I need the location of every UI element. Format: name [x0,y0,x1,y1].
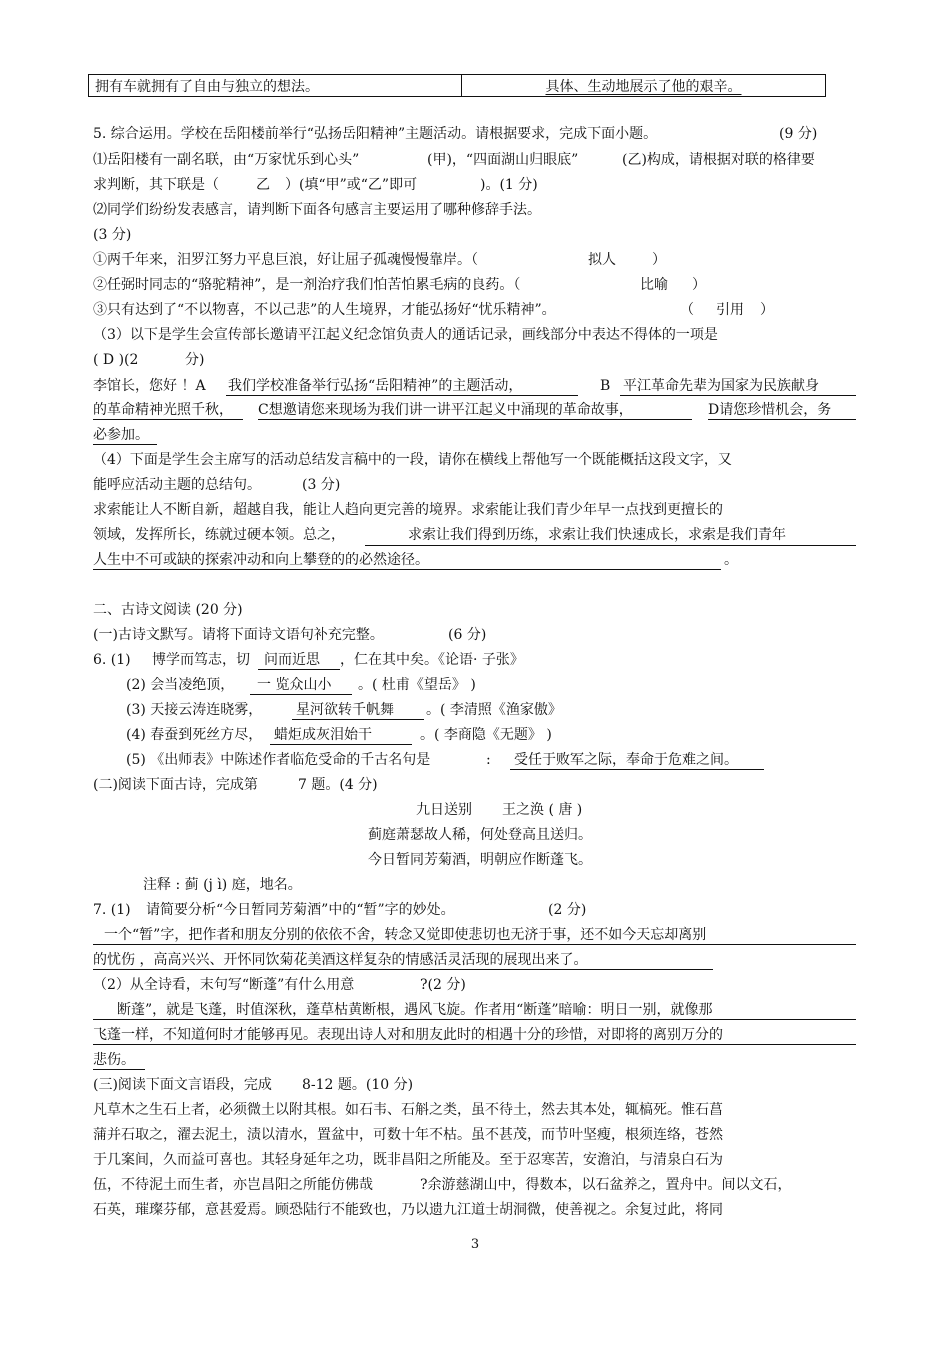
bracket: ） [760,302,774,318]
q5-header: 5. 综合运用。学校在岳阳楼前举行“弘扬岳阳精神”主题活动。请根据要求，完成下面小题。 [93,126,658,142]
underline [93,419,243,420]
q5-p1-text: 求判断，其下联是（ [93,177,219,193]
underline [93,1069,145,1070]
call-text-underlined: 的革命精神光照千秋， [93,402,233,418]
underline [510,769,764,770]
q5-p4-text: （4）下面是学生会主席写的活动总结发言稿中的一段，请你在横线上帮他写一个既能概括这段文字，又 [93,452,732,468]
call-text-underlined: 我们学校准备举行弘扬“岳阳精神”的主题活动， [228,378,523,394]
underline [292,719,424,720]
answer-table [88,74,826,97]
q6-number: 6. (1) [93,652,131,668]
call-text-underlined: D请您珍惜机会，务 [708,402,832,418]
q5-p4-text: 能呼应活动主题的总结句。 [93,477,261,493]
sentence-2-answer: 比喻 [640,277,668,293]
underline [93,1044,856,1045]
underline [620,395,856,396]
bracket: ） [692,277,706,293]
q7-score: (2 分) [548,902,587,918]
call-text: 李馆长，您好 ！A [93,378,206,394]
poem-title: 九日送别 [416,802,472,818]
q6-text: 。( 李商隐《无题》 ) [420,727,552,743]
q6-text: 。( 杜甫《望岳》 ) [358,677,476,693]
poem-note: 注释 : 蓟 (j ì) 庭，地名。 [143,877,302,893]
underline [93,1019,856,1020]
subsection-title: 7 题。(4 分) [298,777,378,793]
subsection-title: (一)古诗文默写。请将下面诗文语句补充完整。 [93,627,384,643]
q5-p3-answer: ( D )(2 [93,352,139,368]
underline [258,419,692,420]
table-row [89,75,826,97]
q5-p2-score: (3 分) [93,227,132,243]
underline [365,545,856,546]
underline [258,669,340,670]
bracket: ） [652,252,666,268]
q5-p2-text: ⑵同学们纷纷发表感言，请判断下面各句感言主要运用了哪种修辞手法。 [93,202,541,218]
q6-text: 博学而笃志，切 [152,652,250,668]
q6-text: (4) 春蚕到死丝方尽， [126,727,263,743]
q7-answer: 悲伤。 [93,1052,135,1068]
poem-line: 今日暂同芳菊酒，明朝应作断蓬飞。 [368,852,592,868]
answer-text: 具体、生动地展示了他的艰辛。 [545,78,742,95]
subsection-title: (二)阅读下面古诗，完成第 [93,777,258,793]
q5-p1-text: )。(1 分) [480,177,538,193]
subsection-title: (三)阅读下面文言语段，完成 [93,1077,272,1093]
q7-number: 7. (1) [93,902,131,918]
q5-score: (9 分) [779,126,818,142]
classical-text: 伍，不待泥土而生者，亦岂昌阳之所能仿佛哉 [93,1177,373,1193]
q6-answer: 受任于败军之际，奉命于危难之间。 [514,752,738,768]
q6-text: (3) 天接云涛连晓雾， [126,702,263,718]
underline [93,969,713,970]
q5-p1-answer: 乙 [256,177,270,193]
period: 。 [724,552,738,568]
q7-answer: 一个“暂”字，把作者和朋友分别的依依不舍，转念又觉即使悲切也无济于事，还不如今天忘却离别 [104,927,707,943]
q5-p1-text: ）(填“甲”或“乙”即可 [285,177,418,193]
underline [708,419,856,420]
call-text: B [600,378,611,394]
q7-answer: 飞蓬一样，不知道何时才能够再见。表现出诗人对和朋友此时的相遇十分的珍惜，对即将的离别万分的 [93,1027,723,1043]
q5-p1-text: (甲)，“四面湖山归眼底” [427,152,579,168]
q7-text: （2）从全诗看，末句写“断蓬”有什么用意 [93,977,355,993]
call-text-underlined: C想邀请您来现场为我们讲一讲平江起义中涌现的革命故事， [258,402,633,418]
sentence-1: ①两千年来，汨罗江努力平息巨浪，好让屈子孤魂慢慢靠岸。（ [93,252,478,268]
page-number: 3 [470,1237,480,1252]
underline [93,569,721,570]
underline [250,694,352,695]
bracket: （ [680,302,694,318]
paragraph-text: 领域，发挥所长，练就过硬本领。总之， [93,527,345,543]
q5-p3-score: 分) [185,352,205,368]
underline [226,395,578,396]
q7-answer: 断蓬”，就是飞蓬，时值深秋，蓬草枯黄断根，遇风飞旋。作者用“断蓬”暗喻：明日一别，就像那 [117,1002,713,1018]
sentence-3: ③只有达到了“不以物喜，不以己悲”的人生境界，才能弘扬好“忧乐精神”。 [93,302,556,318]
underline [93,444,157,445]
classical-text: 石英，璀璨芬郁，意甚爱焉。顾恐陆行不能致也，乃以遗九江道士胡洞微，使善视之。余复过此，将同 [93,1202,723,1218]
poem-line: 蓟庭萧瑟故人稀，何处登高且送归。 [368,827,592,843]
q6-answer: 一 览众山小 [257,677,332,693]
summary-answer: 人生中不可或缺的探索冲动和向上攀登的的必然途径。 [93,552,429,568]
sentence-1-answer: 拟人 [588,252,616,268]
classical-text: 蒲并石取之，濯去泥土，渍以清水，置盆中，可数十年不枯。虽不甚茂，而节叶坚瘦，根须连络，苍然 [93,1127,723,1143]
classical-text: 于几案间，久而益可喜也。其轻身延年之功，既非昌阳之所能及。至于忍寒苦，安澹泊，与清泉白石为 [93,1152,723,1168]
section-title: 二、古诗文阅读 (20 分) [93,602,243,618]
table-cell-right [462,75,826,97]
table-cell-left: 拥有车就拥有了自由与独立的想法。 [89,75,462,97]
q7-answer: 的忧伤 ，高高兴兴、开怀同饮菊花美酒这样复杂的情感活灵活现的展现出来了。 [93,952,588,968]
call-text-underlined: 平江革命先辈为国家为民族献身 [623,378,819,394]
q6-answer: 星河欲转千帆舞 [296,702,394,718]
q7-text: 请简要分析“今日暂同芳菊酒”中的“暂”字的妙处。 [146,902,455,918]
q5-p3-text: （3）以下是学生会宣传部长邀请平江起义纪念馆负责人的通话记录，画线部分中表达不得体的一项是 [93,327,718,343]
sentence-3-answer: 引用 [716,302,744,318]
q6-answer: 问而近思 [264,652,320,668]
sentence-2: ②任弼时同志的“骆驼精神”，是一剂治疗我们怕苦怕累毛病的良药。（ [93,277,521,293]
summary-answer: 求索让我们得到历练，求索让我们快速成长，求索是我们青年 [408,527,786,543]
q7-score: ?(2 分) [420,977,466,993]
poem-author: 王之涣 ( 唐 ) [502,802,583,818]
q6-text: : [486,752,491,768]
classical-text: 凡草木之生石上者，必须微土以附其根。如石韦、石斛之类，虽不待土，然去其本处，辄槁死。惟石菖 [93,1102,723,1118]
q6-text: (5) 《出师表》中陈述作者临危受命的千古名句是 [126,752,431,768]
subsection-title: 8-12 题。(10 分) [302,1077,414,1093]
paragraph-text: 求索能让人不断自新，超越自我，能让人趋向更完善的境界。求索能让我们青少年早一点找到更擅长的 [93,502,723,518]
call-text-underlined: 必参加。 [93,427,149,443]
q6-answer: 蜡炬成灰泪始干 [274,727,372,743]
underline [93,944,856,945]
underline [270,744,412,745]
q5-p1-text: ⑴岳阳楼有一副名联，由“万家忧乐到心头” [93,152,360,168]
q6-text: (2) 会当凌绝顶， [126,677,235,693]
q6-text: ，仁在其中矣。《论语· 子张》 [340,652,524,668]
q5-p1-text: (乙)构成，请根据对联的格律要 [622,152,815,168]
classical-text: ?余游慈湖山中，得数本，以石盆养之，置舟中。间以文石， [420,1177,792,1193]
q5-p4-score: (3 分) [302,477,341,493]
subsection-score: (6 分) [448,627,487,643]
q6-text: 。( 李清照《渔家傲》 [426,702,562,718]
